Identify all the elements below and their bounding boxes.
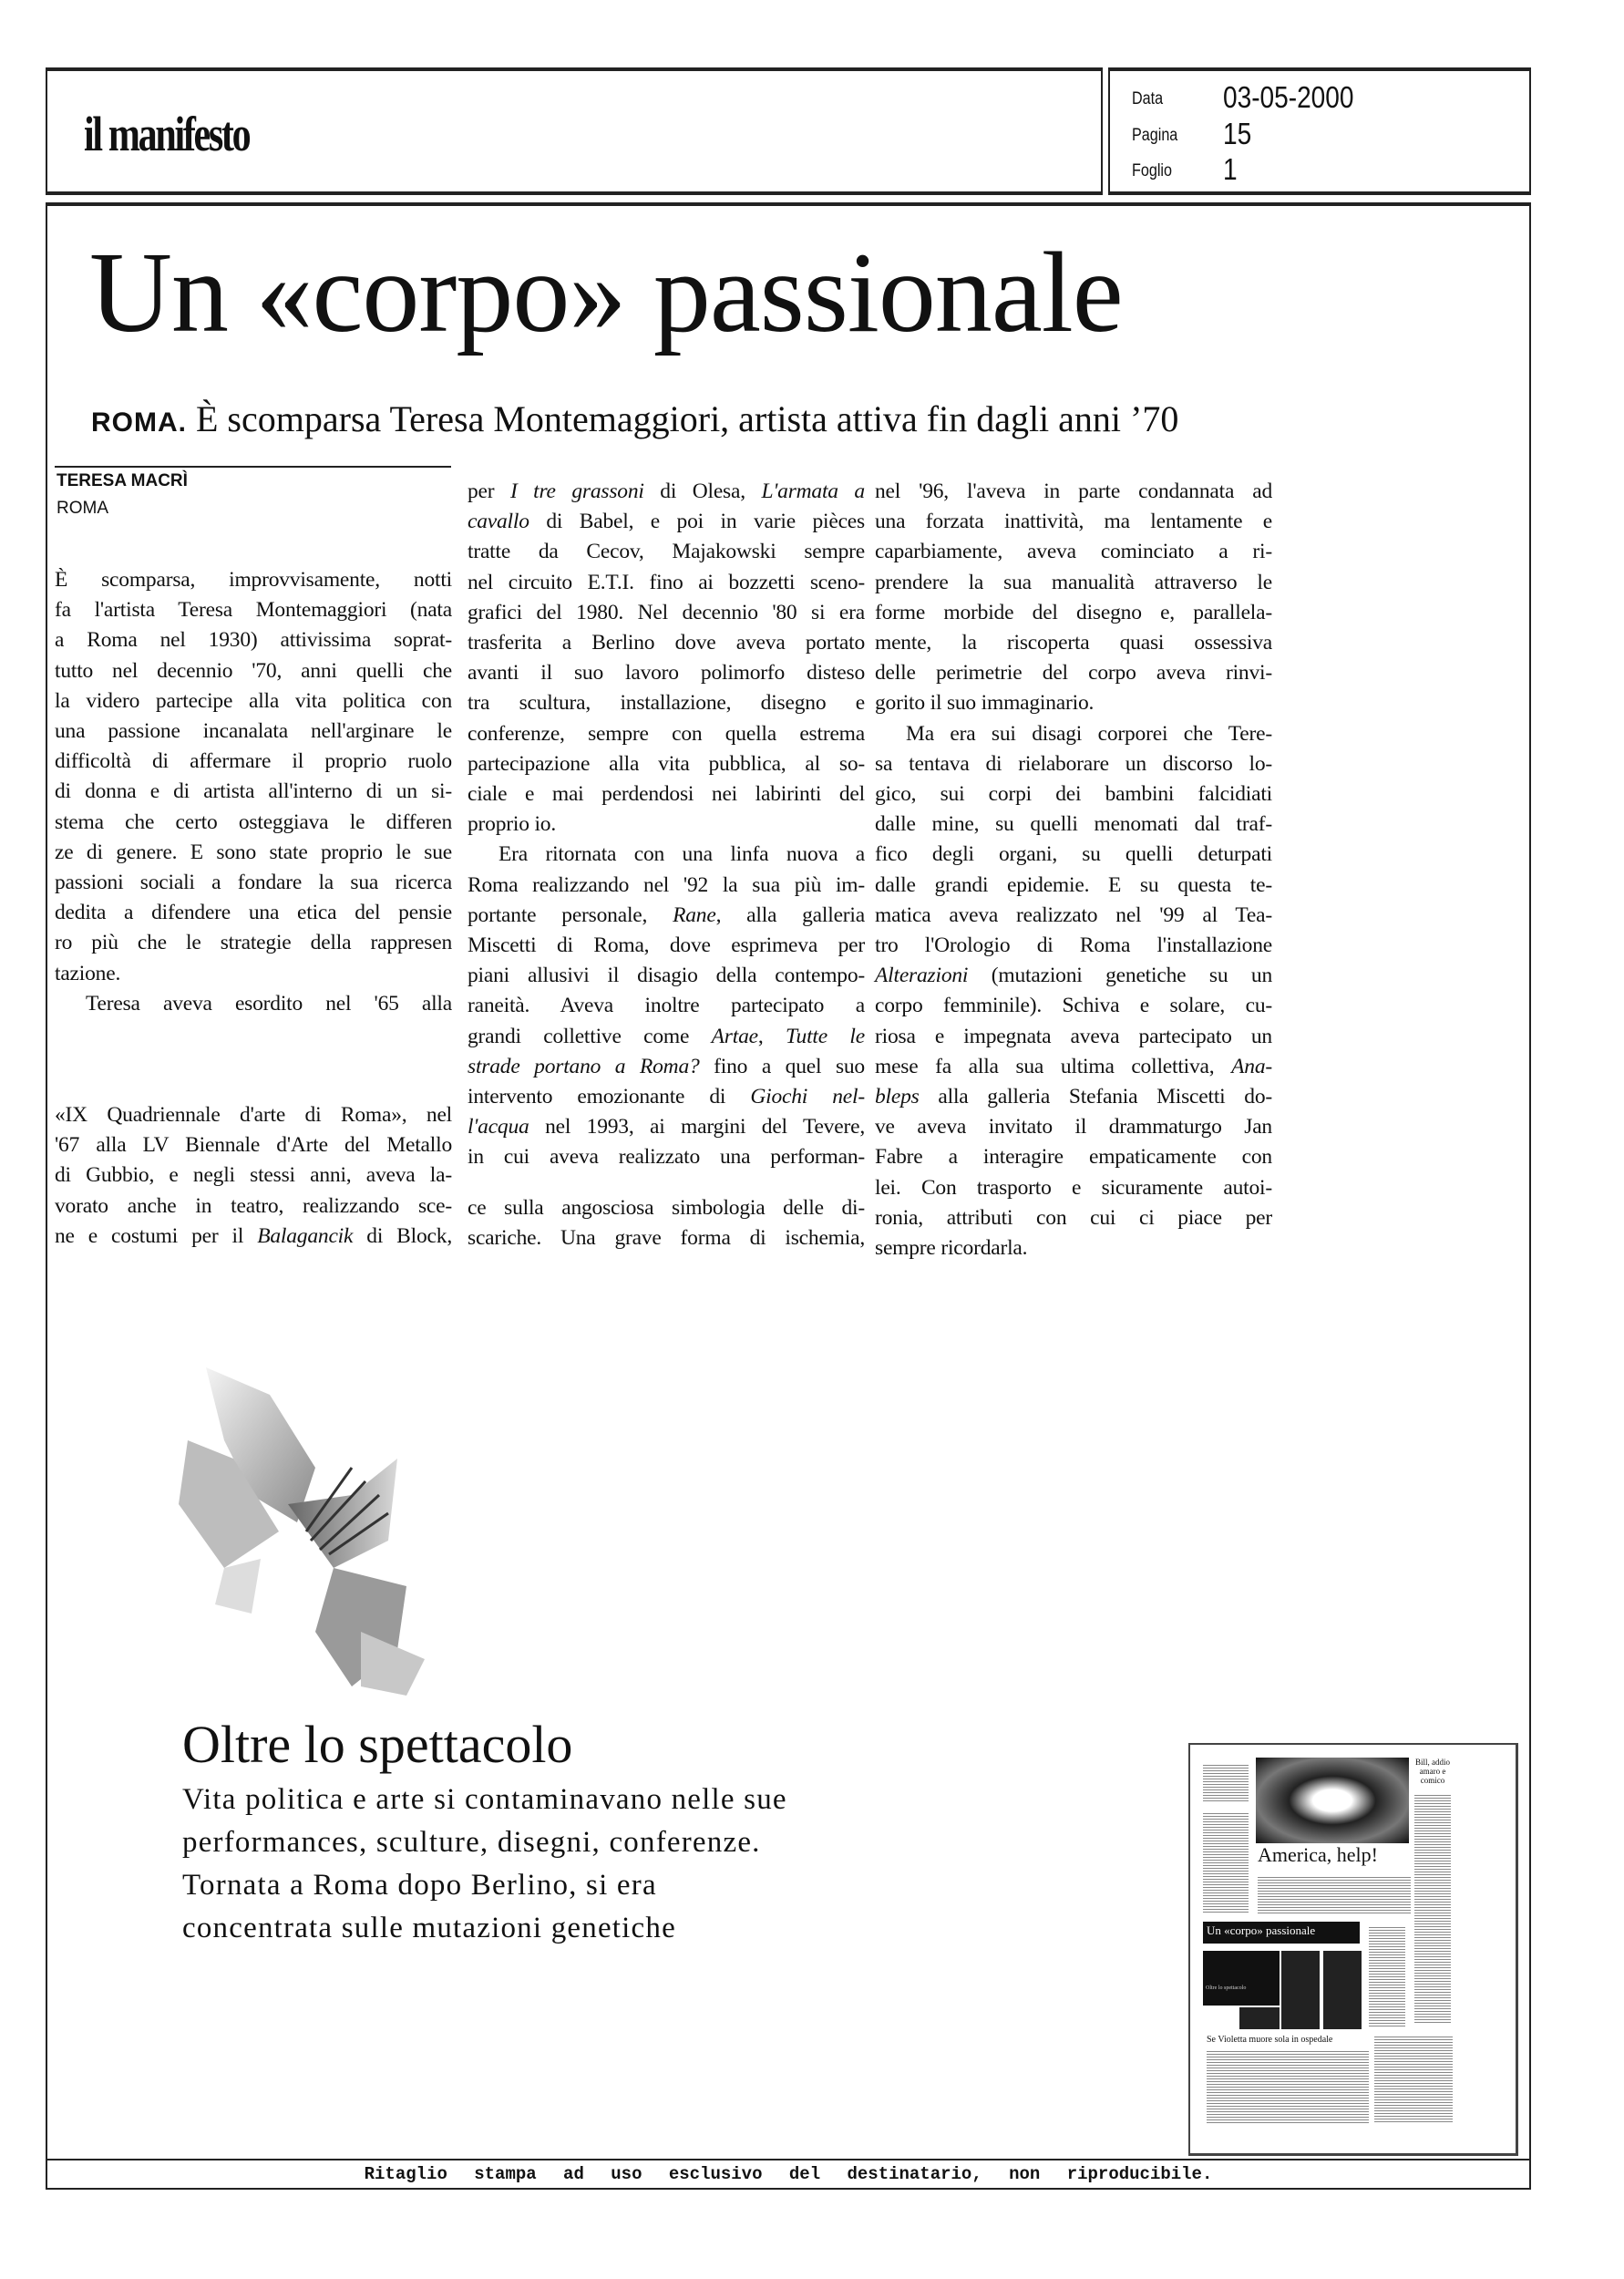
sheet-label: Foglio bbox=[1132, 161, 1172, 180]
article-text-line bbox=[875, 658, 1272, 688]
article-text-line bbox=[468, 779, 865, 810]
italic-title: Balagancik bbox=[257, 1223, 354, 1248]
text-run: Miscetti di Roma, dove esprimeva per bbox=[468, 933, 865, 957]
byline-rule bbox=[55, 466, 451, 468]
article-text-line bbox=[468, 1112, 865, 1142]
text-run: , bbox=[757, 1024, 786, 1048]
caption-line: Tornata a Roma dopo Berlino, si era bbox=[182, 1869, 657, 1902]
text-run: scariche. Una grave forma di ischemia, bbox=[468, 1226, 865, 1251]
artwork-photo bbox=[170, 1358, 434, 1696]
article-text-line bbox=[875, 1142, 1272, 1172]
article-text-line bbox=[875, 1233, 1272, 1263]
article-subtitle bbox=[91, 397, 1178, 440]
thumb-main-headline: America, help! bbox=[1258, 1843, 1378, 1866]
article-text-line bbox=[875, 810, 1272, 840]
text-run: la videro partecipe alla vita politica con bbox=[55, 688, 452, 713]
article-text-line bbox=[875, 961, 1272, 991]
article-text-line bbox=[55, 989, 452, 1019]
article-text-line bbox=[875, 477, 1272, 507]
page-value: 15 bbox=[1223, 117, 1252, 150]
text-run: una forzata inattività, ma lentamente e bbox=[875, 510, 1272, 534]
article-text-line bbox=[875, 568, 1272, 598]
date-value: 03-05-2000 bbox=[1223, 80, 1354, 114]
text-run: fico degli organi, su quelli deturpati bbox=[875, 842, 1272, 867]
text-run: delle perimetrie del corpo aveva rinvi- bbox=[875, 661, 1272, 686]
text-run: partecipazione alla vita pubblica, al so- bbox=[468, 751, 865, 776]
text-run: passioni sociali a fondare la sua ricerca bbox=[55, 871, 452, 894]
thumb-caption-title: Oltre lo spettacolo bbox=[1206, 1985, 1247, 1991]
text-run: tra scultura, installazione, disegno e bbox=[468, 691, 865, 716]
text-run: a Roma nel 1930) attivissima soprat- bbox=[55, 628, 452, 653]
article-text-line bbox=[468, 507, 865, 537]
article-text-line bbox=[875, 931, 1272, 961]
article-text-line bbox=[875, 901, 1272, 931]
article-text-line bbox=[468, 1052, 865, 1082]
text-run: dedita a difendere una etica del pensie bbox=[55, 901, 452, 925]
thumb-text-block bbox=[1374, 2037, 1453, 2124]
italic-title: cavallo bbox=[468, 510, 529, 534]
article-text-line bbox=[875, 779, 1272, 810]
text-run: ve aveva invitato il drammaturgo Jan bbox=[875, 1115, 1272, 1140]
article-text-line bbox=[55, 777, 452, 807]
article-text-line bbox=[55, 959, 452, 989]
article-text-line bbox=[468, 477, 865, 507]
author-byline: TERESA MACRÌ bbox=[57, 471, 188, 490]
italic-title: Alterazioni bbox=[875, 964, 969, 988]
article-text-line bbox=[468, 568, 865, 598]
article-text-line bbox=[468, 719, 865, 749]
thumb-text-block bbox=[1207, 2051, 1369, 2124]
text-run: Ma era sui disagi corporei che Tere- bbox=[906, 721, 1272, 746]
article-text-line bbox=[875, 598, 1272, 628]
article-text-line bbox=[468, 1082, 865, 1112]
author-location: ROMA bbox=[57, 499, 108, 518]
article-text-line bbox=[875, 1173, 1272, 1203]
text-run: di Gubbio, e negli stessi anni, aveva la- bbox=[55, 1163, 452, 1188]
italic-title: I tre grassoni bbox=[509, 480, 644, 503]
article-text-line bbox=[55, 868, 452, 898]
article-text-line bbox=[55, 928, 452, 958]
article-text-line bbox=[468, 688, 865, 718]
text-run: di Block, bbox=[353, 1223, 452, 1248]
text-run: tro l'Orologio di Roma l'installazione bbox=[875, 933, 1272, 957]
article-text-line bbox=[468, 991, 865, 1021]
subtitle-text: È scomparsa Teresa Montemaggiori, artista attiva fin dagli anni ’70 bbox=[187, 398, 1179, 439]
text-run: lei. Con trasporto e sicuramente autoi- bbox=[875, 1175, 1272, 1200]
article-text-line bbox=[468, 931, 865, 961]
article-text-line bbox=[55, 565, 452, 595]
text-run: corpo femminile). Schiva e solare, cu- bbox=[875, 994, 1272, 1018]
text-run: dalle mine, su quelli menomati dal traf- bbox=[875, 812, 1272, 837]
text-run: vorato anche in teatro, realizzando sce- bbox=[55, 1193, 452, 1218]
text-run: prendere la sua manualità attraverso le bbox=[875, 570, 1272, 594]
text-run: ze di genere. E sono state proprio le sue bbox=[55, 840, 452, 864]
article-text-line bbox=[55, 1222, 452, 1252]
text-run: matica aveva realizzato nel '99 al Tea- bbox=[875, 902, 1272, 927]
italic-title: L'armata a bbox=[761, 480, 865, 503]
text-run: alla galleria Stefania Miscetti do- bbox=[919, 1085, 1272, 1109]
thumb-photo bbox=[1256, 1758, 1409, 1843]
text-run: '67 alla LV Biennale d'Arte del Metallo bbox=[55, 1133, 452, 1158]
article-text-line bbox=[55, 656, 452, 686]
article-text-line bbox=[875, 628, 1272, 658]
text-run: riosa e impegnata aveva partecipato un bbox=[875, 1024, 1272, 1048]
article-text-line bbox=[875, 719, 1272, 749]
article-text-line bbox=[468, 628, 865, 658]
italic-title: strade portano a Roma? bbox=[468, 1054, 700, 1078]
italic-title: l'acqua bbox=[468, 1115, 529, 1140]
italic-title: Giochi nel- bbox=[750, 1085, 865, 1109]
article-text-line bbox=[468, 810, 865, 840]
text-run: in cui aveva realizzato una performan- bbox=[468, 1145, 865, 1170]
text-run: dalle grandi epidemie. E su questa te- bbox=[875, 872, 1272, 897]
thumb-article-headline: Un «corpo» passionale bbox=[1207, 1923, 1316, 1937]
text-run: mese fa alla sua ultima collettiva, bbox=[875, 1054, 1232, 1078]
caption-title: Oltre lo spettacolo bbox=[182, 1715, 573, 1774]
article-text-line bbox=[468, 1193, 865, 1223]
thumb-dark-block bbox=[1239, 2007, 1280, 2029]
thumb-text-block bbox=[1414, 1795, 1451, 2023]
text-run: grafici del 1980. Nel decennio '80 si era bbox=[468, 600, 865, 624]
article-headline: Un «corpo» passionale bbox=[89, 230, 1123, 356]
text-run: proprio io. bbox=[468, 812, 557, 837]
text-run: sempre ricordarla. bbox=[875, 1236, 1028, 1260]
article-text-line bbox=[468, 901, 865, 931]
text-run: intervento emozionante di bbox=[468, 1085, 751, 1109]
newspaper-logo: il manifesto bbox=[84, 107, 250, 161]
article-text-line bbox=[875, 749, 1272, 779]
text-run: tutto nel decennio '70, anni quelli che bbox=[55, 658, 452, 683]
text-run: piani allusivi il disagio della contempo- bbox=[468, 964, 865, 988]
article-text-line bbox=[875, 1082, 1272, 1112]
article-text-line bbox=[875, 1203, 1272, 1233]
text-run: (mutazioni genetiche su un bbox=[968, 964, 1272, 988]
text-run: ne e costumi per il bbox=[55, 1223, 258, 1248]
text-run: nel 1993, ai margini del Tevere, bbox=[529, 1115, 865, 1140]
clipping-meta-box bbox=[1108, 67, 1531, 195]
article-text-line bbox=[55, 1160, 452, 1191]
article-text-line bbox=[468, 749, 865, 779]
date-label: Data bbox=[1132, 89, 1164, 108]
text-run: gorito il suo immaginario. bbox=[875, 691, 1095, 716]
text-run: per bbox=[468, 480, 510, 503]
italic-title: bleps bbox=[875, 1085, 920, 1109]
article-text-line bbox=[468, 1022, 865, 1052]
article-text-line bbox=[468, 598, 865, 628]
text-run: di donna e di artista all'interno di un si- bbox=[55, 779, 452, 804]
text-run: sa tentava di rielaborare un discorso lo- bbox=[875, 751, 1272, 776]
article-text-line bbox=[875, 1052, 1272, 1082]
text-run: tratte da Cecov, Majakowski sempre bbox=[468, 540, 865, 564]
article-text-line bbox=[468, 1142, 865, 1172]
text-run: Era ritornata con una linfa nuova a bbox=[499, 842, 865, 867]
article-text-line bbox=[875, 1112, 1272, 1142]
article-text-line bbox=[55, 898, 452, 928]
text-run: di Babel, e poi in varie pièces bbox=[529, 510, 865, 534]
article-text-line bbox=[55, 625, 452, 655]
article-text-line bbox=[468, 871, 865, 901]
thumb-text-block bbox=[1258, 1877, 1411, 1913]
sheet-value: 1 bbox=[1223, 152, 1238, 186]
text-run: fa l'artista Teresa Montemaggiori (nata bbox=[55, 598, 452, 623]
text-run: ro più che le strategie della rappresen bbox=[55, 931, 452, 955]
article-text-line bbox=[55, 595, 452, 625]
text-run: una passione incanalata nell'arginare le bbox=[55, 719, 452, 743]
text-run: fino a quel suo bbox=[699, 1054, 865, 1078]
text-run: tazione. bbox=[55, 961, 121, 985]
italic-title: Artae bbox=[711, 1024, 758, 1048]
article-text-line bbox=[55, 1130, 452, 1160]
thumb-side-headline: Bill, addio amaro e comico bbox=[1415, 1758, 1450, 1785]
article-text-line bbox=[875, 688, 1272, 718]
text-run: stema che certo osteggiava le differen bbox=[55, 810, 452, 834]
article-text-line bbox=[875, 991, 1272, 1021]
text-run: È scomparsa, improvvisamente, notti bbox=[55, 568, 452, 592]
text-run: grandi collettive come bbox=[468, 1024, 712, 1048]
text-run: portante personale, bbox=[468, 902, 673, 927]
text-run: nel circuito E.T.I. fino ai bozzetti sceno- bbox=[468, 570, 865, 594]
article-text-line bbox=[875, 507, 1272, 537]
text-run: ciale e mai perdendosi nei labirinti del bbox=[468, 782, 865, 806]
text-run: , alla galleria bbox=[715, 902, 865, 927]
article-text-line bbox=[468, 658, 865, 688]
text-run: «IX Quadriennale d'arte di Roma», nel bbox=[55, 1103, 452, 1127]
text-run: forme morbide del disegno e, parallela- bbox=[875, 600, 1272, 624]
text-run: di Olesa, bbox=[643, 480, 762, 503]
article-text-line bbox=[55, 717, 452, 747]
article-text-line bbox=[468, 1223, 865, 1253]
text-run: Teresa aveva esordito nel '65 alla bbox=[86, 991, 452, 1016]
italic-title: Ana- bbox=[1231, 1054, 1272, 1078]
masthead-box bbox=[46, 67, 1103, 195]
text-run: avanti il suo lavoro polimorfo disteso bbox=[468, 661, 865, 686]
thumb-caption-box bbox=[1203, 1951, 1280, 2006]
article-text-line bbox=[468, 840, 865, 870]
thumb-text-block bbox=[1203, 1765, 1249, 1801]
italic-title: Rane bbox=[673, 902, 716, 927]
text-run: Roma realizzando nel '92 la sua più im- bbox=[468, 872, 865, 897]
article-text-line bbox=[55, 1100, 452, 1130]
article-text-line bbox=[55, 808, 452, 838]
thumb-dark-block bbox=[1323, 1951, 1362, 2029]
article-text-line bbox=[875, 1022, 1272, 1052]
caption-line: performances, sculture, disegni, conferenze. bbox=[182, 1826, 761, 1859]
italic-title: Tutte le bbox=[785, 1024, 865, 1048]
thumb-bottom-headline: Se Violetta muore sola in ospedale bbox=[1207, 2035, 1333, 2045]
article-text-line bbox=[55, 747, 452, 777]
text-run: caparbiamente, aveva cominciato a ri- bbox=[875, 540, 1272, 564]
page-label: Pagina bbox=[1132, 126, 1178, 145]
thumb-article-bar bbox=[1203, 1922, 1360, 1944]
text-run: ce sulla angosciosa simbologia delle di- bbox=[468, 1196, 865, 1220]
thumb-text-block bbox=[1203, 1813, 1249, 1913]
article-text-line bbox=[55, 838, 452, 868]
clipping-footer bbox=[46, 2160, 1531, 2190]
text-run: difficoltà di affermare il proprio ruolo bbox=[55, 749, 452, 774]
text-run: nel '96, l'aveva in parte condannata ad bbox=[875, 480, 1272, 503]
text-run: mente, la riscoperta quasi ossessiva bbox=[875, 631, 1272, 655]
reproduction-notice: Ritaglio stampa ad uso esclusivo del destinatario, non riproducibile. bbox=[364, 2164, 1213, 2184]
article-text-line bbox=[55, 1191, 452, 1222]
article-text-line bbox=[875, 537, 1272, 567]
article-text-line bbox=[55, 686, 452, 717]
text-run: raneità. Aveva inoltre partecipato a bbox=[468, 994, 865, 1018]
article-text-line bbox=[875, 871, 1272, 901]
thumb-text-block bbox=[1369, 1927, 1405, 2027]
caption-line: concentrata sulle mutazioni genetiche bbox=[182, 1912, 676, 1944]
dateline-kicker: ROMA. bbox=[91, 407, 187, 438]
caption-line: Vita politica e arte si contaminavano nelle sue bbox=[182, 1783, 787, 1816]
text-run: trasferita a Berlino dove aveva portato bbox=[468, 631, 865, 655]
article-text-line bbox=[875, 840, 1272, 870]
text-run: conferenze, sempre con quella estrema bbox=[468, 721, 865, 746]
article-text-line bbox=[468, 961, 865, 991]
text-run: Fabre a interagire empaticamente con bbox=[875, 1145, 1272, 1170]
thumb-dark-block bbox=[1281, 1951, 1320, 2029]
page-thumbnail bbox=[1188, 1743, 1518, 2156]
text-run: ronia, attributi con cui ci piace per bbox=[875, 1205, 1272, 1230]
article-text-line bbox=[468, 537, 865, 567]
text-run: gico, sui corpi dei bambini falcidiati bbox=[875, 782, 1272, 806]
